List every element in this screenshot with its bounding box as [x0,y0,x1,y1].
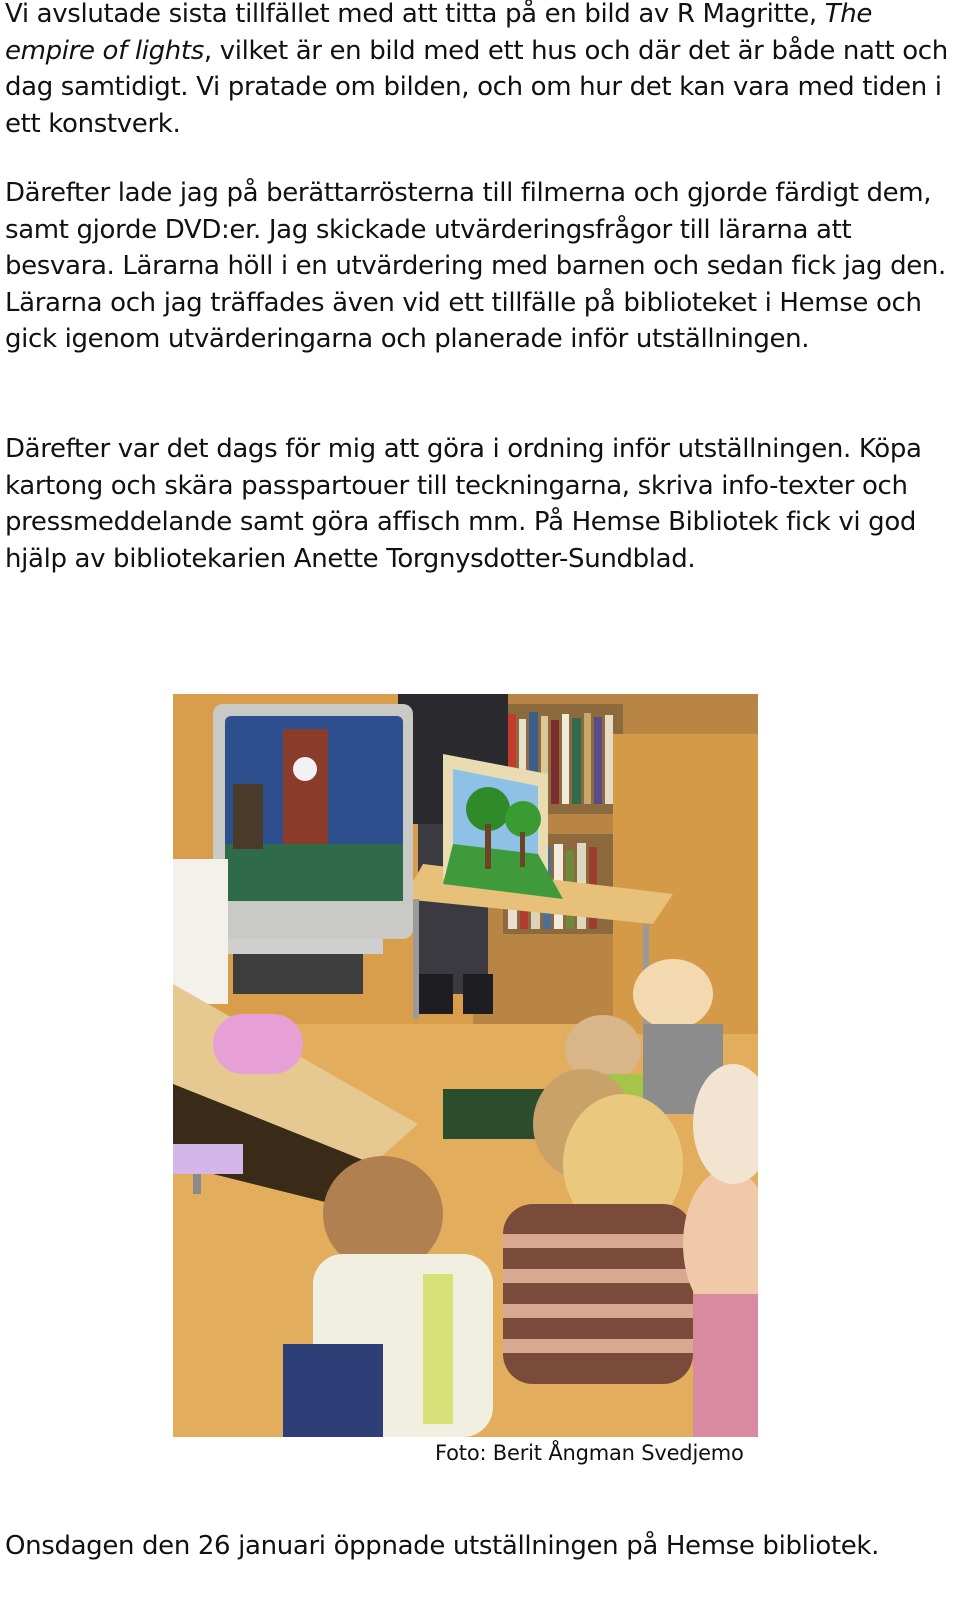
paragraph-1-text-end: , vilket är en bild med ett hus och där det är både natt och dag samtidigt. Vi pratade om bilden, och om hur det kan vara med tiden i ett konstverk. [5,35,948,139]
paragraph-magritte [5,0,955,142]
artwork-title: The empire of lights [5,0,872,66]
paragraph-1-text-start: Vi avslutade sista tillfället med att titta på en bild av R Magritte, [5,0,825,29]
paragraph-evaluation: Därefter lade jag på berättarrösterna till filmerna och gjorde färdigt dem, samt gjorde DVD:er. Jag skickade utvärderingsfrågor till lärarna att besvara. Lärarna höll i en utvärdering med barnen och sedan fick jag den. Lärarna och jag träffades även vid ett tillfälle på biblioteket i Hemse och gick igenom utvärderingarna och planerade inför utställningen. [5,178,946,354]
paragraph-exhibition-prep: Därefter var det dags för mig att göra i ordning inför utställningen. Köpa kartong och skära passpartouer till teckningarna, skriva info-texter och pressmeddelande samt göra affisch mm. På Hemse Bibliotek fick vi god hjälp av bibliotekarien Anette Torgnysdotter-Sundblad. [5,434,922,574]
photo-caption: Foto: Berit Ångman Svedjemo [435,1441,744,1465]
children-watching-tv-photo [173,694,758,1437]
closing-sentence: Onsdagen den 26 januari öppnade utställningen på Hemse bibliotek. [5,1531,880,1561]
